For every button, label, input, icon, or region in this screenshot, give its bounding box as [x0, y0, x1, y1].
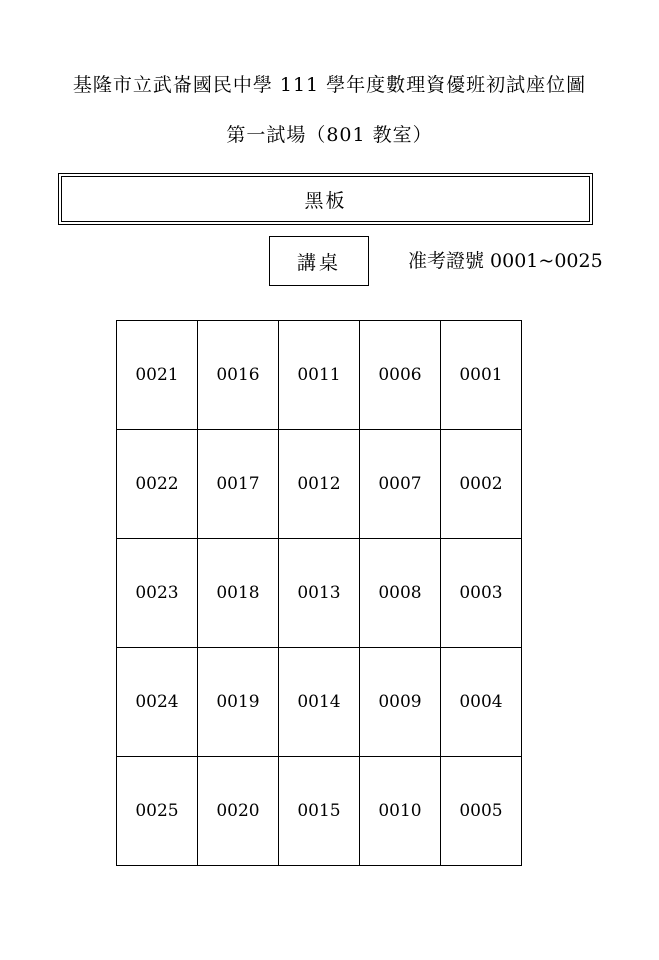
- seat-cell: 0023: [117, 539, 198, 648]
- seat-cell: 0001: [441, 321, 522, 430]
- blackboard: [58, 173, 593, 225]
- seat-row: [117, 321, 522, 430]
- seat-cell: 0016: [198, 321, 279, 430]
- seat-row: [117, 430, 522, 539]
- seat-cell: 0025: [117, 757, 198, 866]
- seat-cell: 0009: [360, 648, 441, 757]
- blackboard-label: 黑板: [304, 189, 347, 212]
- seat-cell: 0022: [117, 430, 198, 539]
- seat-grid: [116, 320, 522, 866]
- podium-label: 講桌: [296, 251, 341, 274]
- seat-cell: 0006: [360, 321, 441, 430]
- seat-cell: 0021: [117, 321, 198, 430]
- seat-cell: 0003: [441, 539, 522, 648]
- seat-cell: 0007: [360, 430, 441, 539]
- seat-cell: 0013: [279, 539, 360, 648]
- seat-cell: 0024: [117, 648, 198, 757]
- seat-cell: 0018: [198, 539, 279, 648]
- seat-cell: 0010: [360, 757, 441, 866]
- seat-cell: 0017: [198, 430, 279, 539]
- seat-cell: 0012: [279, 430, 360, 539]
- seat-cell: 0005: [441, 757, 522, 866]
- seat-cell: 0011: [279, 321, 360, 430]
- ticket-number-range: 准考證號 0001~0025: [408, 250, 603, 272]
- seat-cell: 0002: [441, 430, 522, 539]
- seat-cell: 0004: [441, 648, 522, 757]
- seat-cell: 0014: [279, 648, 360, 757]
- seat-row: [117, 648, 522, 757]
- seat-cell: 0020: [198, 757, 279, 866]
- seat-cell: 0008: [360, 539, 441, 648]
- podium: [269, 236, 369, 286]
- seat-row: [117, 757, 522, 866]
- page-title: 基隆市立武崙國民中學 111 學年度數理資優班初試座位圖: [72, 74, 587, 96]
- seat-row: [117, 539, 522, 648]
- exam-room-subtitle: 第一試場（801 教室）: [226, 124, 433, 146]
- seat-cell: 0015: [279, 757, 360, 866]
- seat-cell: 0019: [198, 648, 279, 757]
